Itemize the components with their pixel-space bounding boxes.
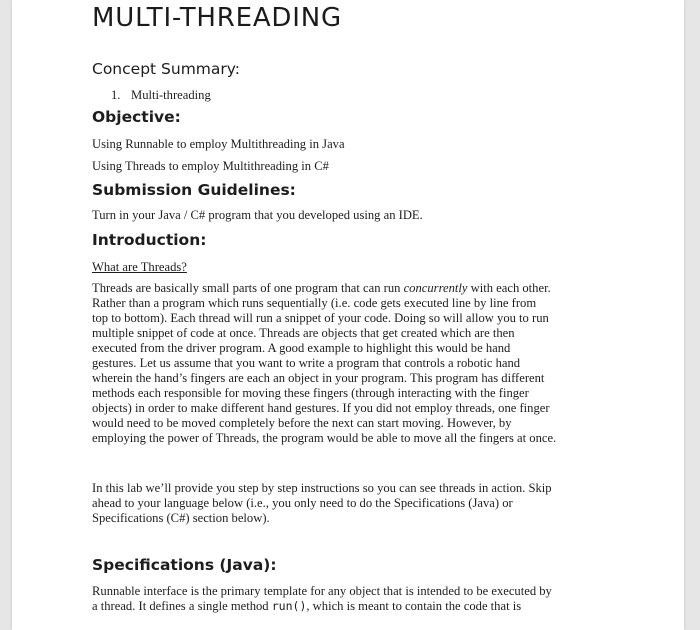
paragraph-line: a thread. It defines a single method run(), which is meant to contain the code that is: [92, 599, 522, 613]
paragraph-line: top to bottom). Each thread will run a snippet of your code. Doing so will allow you to run: [92, 311, 549, 325]
paragraph-line: Rather than a program which runs sequentially (i.e. code gets executed line by line from: [92, 296, 537, 310]
paragraph-line: In this lab we’ll provide you step by step instructions so you can see threads in action. Skip: [92, 481, 552, 495]
paragraph-line: would need to be moved completely before the next can start moving. However, by: [92, 416, 512, 430]
paragraph-line: methods each responsible for moving these fingers (through interacting with the finger: [92, 386, 529, 400]
concept-list-item: [92, 88, 647, 103]
paragraph-line: gestures. Let us assume that you want to write a program that controls a robotic hand: [92, 356, 521, 370]
submission-text: Turn in your Java / C# program that you developed using an IDE.: [92, 208, 423, 222]
document-title: MULTI-THREADING: [92, 3, 342, 33]
paragraph-line: Specifications (C#) section below).: [92, 511, 270, 525]
intro-paragraph-2: [92, 481, 628, 526]
what-are-threads-subheading: What are Threads?: [92, 260, 187, 274]
objective-heading: Objective:: [92, 108, 181, 126]
document-page: [12, 0, 684, 630]
paragraph-line: ahead to your language below (i.e., you only need to do the Specifications (Java) or: [92, 496, 513, 510]
specifications-java-heading: Specifications (Java):: [92, 556, 277, 574]
paragraph-line: objects) in order to make different hand gestures. If you did not employ threads, one finger: [92, 401, 550, 415]
paragraph-line: executed from the driver program. A good example to highlight this would be hand: [92, 341, 511, 355]
emphasis-concurrently: concurrently: [403, 281, 468, 295]
code-run-method: run(): [271, 599, 307, 613]
paragraph-line: employing the power of Threads, the program would be able to move all the fingers at once.: [92, 431, 557, 445]
paragraph-line: multiple snippet of code at once. Threads are objects that get created which are then: [92, 326, 515, 340]
list-number: 1.: [111, 88, 121, 102]
concept-summary-heading: Concept Summary:: [92, 60, 241, 78]
list-item-text: Multi-threading: [131, 88, 211, 102]
paragraph-line: Runnable interface is the primary template for any object that is intended to be executed by: [92, 584, 552, 598]
paragraph-line: wherein the hand’s fingers are each an object in your program. This program has different: [92, 371, 545, 385]
submission-heading: Submission Guidelines:: [92, 181, 296, 199]
intro-paragraph-1: [92, 281, 628, 446]
paragraph-line: Threads are basically small parts of one program that can run concurrently with each other.: [92, 281, 551, 295]
objective-line-java: Using Runnable to employ Multithreading in Java: [92, 137, 345, 151]
objective-line-csharp: Using Threads to employ Multithreading in C#: [92, 159, 329, 173]
specifications-java-text: [92, 584, 628, 614]
introduction-heading: Introduction:: [92, 231, 207, 249]
